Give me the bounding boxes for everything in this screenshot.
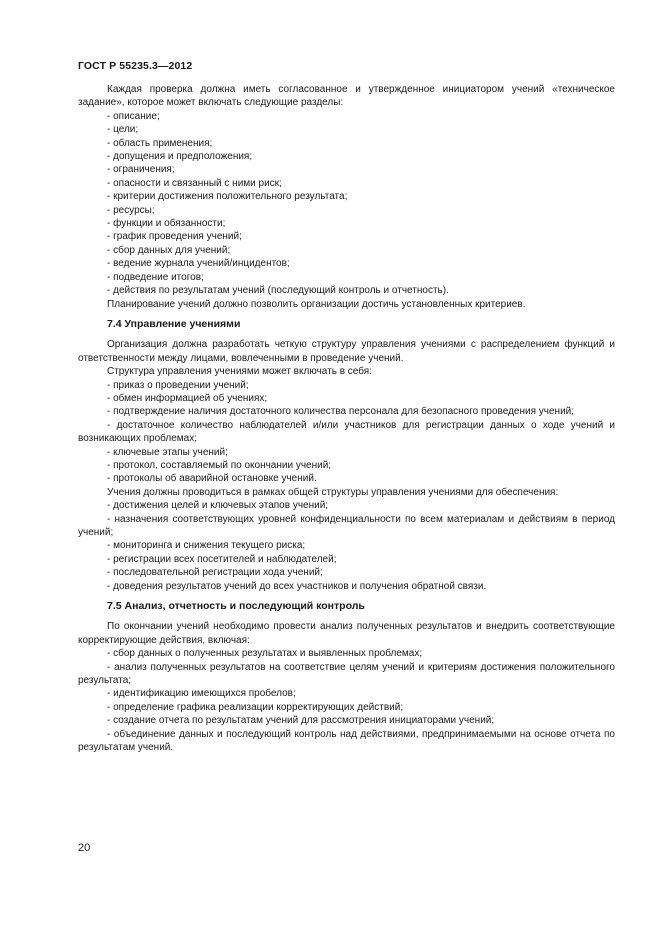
list-item: - достаточное количество наблюдателей и/или участников для регистрации данных о ходе учений и возникающих проблемах; bbox=[78, 419, 615, 445]
list-item: - допущения и предположения; bbox=[107, 151, 253, 163]
list-item: - график проведения учений; bbox=[107, 231, 242, 243]
page-number: 20 bbox=[78, 842, 91, 854]
list-item: - протоколы об аварийной остановке учений. bbox=[107, 473, 317, 485]
list-item: - ключевые этапы учений; bbox=[107, 446, 228, 458]
list-item: - цели; bbox=[107, 124, 139, 136]
list-item: - сбор данных для учений; bbox=[107, 244, 231, 256]
list-item: - определение графика реализации корректирующих действий; bbox=[107, 701, 404, 713]
list-item: - мониторинга и снижения текущего риска; bbox=[107, 540, 306, 552]
section75-list-a bbox=[78, 647, 615, 660]
list-item: - создание отчета по результатам учений для рассмотрения инициаторами учений; bbox=[107, 715, 495, 727]
intro-list bbox=[78, 110, 615, 298]
document-header: ГОСТ Р 55235.3—2012 bbox=[78, 60, 193, 72]
section-heading-7-4: 7.4 Управление учениями bbox=[107, 317, 241, 330]
section74-paragraph-3: Учения должны проводиться в рамках общей структуры управления учениями для обеспечения: bbox=[107, 486, 559, 498]
list-item: - доведения результатов учений до всех участников и получения обратной связи. bbox=[107, 580, 487, 592]
section74-list-d bbox=[78, 539, 615, 593]
list-item: - действия по результатам учений (последующий контроль и отчетность). bbox=[107, 285, 449, 297]
list-item: - протокол, составляемый по окончании учений; bbox=[107, 459, 332, 471]
list-item: - анализ полученных результатов на соответствие целям учений и критериям достижения положительного результата; bbox=[78, 661, 615, 687]
list-item: - последовательной регистрации хода учений; bbox=[107, 567, 323, 579]
section74-list-a bbox=[78, 379, 615, 419]
list-item: - критерии достижения положительного результата; bbox=[107, 191, 348, 203]
list-item: - ресурсы; bbox=[107, 204, 155, 216]
list-item: - сбор данных о полученных результатах и выявленных проблемах; bbox=[107, 648, 423, 660]
list-item: - приказ о проведении учений; bbox=[107, 379, 249, 391]
list-item: - ведение журнала учений/инцидентов; bbox=[107, 258, 290, 270]
list-item: - назначения соответствующих уровней конфиденциальности по всем материалам и действиям в период учений; bbox=[78, 513, 615, 538]
section75-paragraph-1: По окончании учений необходимо провести анализ полученных результатов и внедрить соответствующие корректирующие действия, включая: bbox=[78, 621, 615, 646]
list-item: - подведение итогов; bbox=[107, 271, 204, 283]
intro-paragraph: Каждая проверка должна иметь согласованное и утвержденное инициатором учений «техническое задание», которое может включать следующие разделы: bbox=[78, 84, 615, 109]
list-item: - функции и обязанности; bbox=[107, 218, 226, 230]
list-item: - обмен информацией об учениях; bbox=[107, 392, 268, 404]
intro-closing: Планирование учений должно позволить организации достичь установленных критериев. bbox=[107, 298, 526, 310]
list-item: - ограничения; bbox=[107, 164, 175, 176]
section-heading-7-5: 7.5 Анализ, отчетность и последующий контроль bbox=[107, 600, 365, 613]
list-item: - подтверждение наличия достаточного количества персонала для безопасного проведения учений; bbox=[107, 406, 575, 418]
list-item: - достижения целей и ключевых этапов учений; bbox=[107, 500, 329, 512]
list-item: - регистрации всех посетителей и наблюдателей; bbox=[107, 553, 337, 565]
list-item: - область применения; bbox=[107, 137, 213, 149]
list-item: - опасности и связанный с ними риск; bbox=[107, 177, 282, 189]
document-body bbox=[78, 83, 615, 755]
list-item: - описание; bbox=[107, 110, 160, 122]
section74-list-c bbox=[78, 499, 615, 512]
list-item: - идентификацию имеющихся пробелов; bbox=[107, 688, 296, 700]
section74-list-b bbox=[78, 446, 615, 486]
section75-list-b bbox=[78, 687, 615, 727]
list-item: - объединение данных и последующий контроль над действиями, предпринимаемыми на основе отчета по результатам учений. bbox=[78, 728, 615, 754]
section74-paragraph-1: Организация должна разработать четкую структуру управления учениями с распределением функций и ответственности между лицами, вовлеченными в проведение учений. bbox=[78, 339, 615, 364]
section74-paragraph-2: Структура управления учениями может включать в себя: bbox=[107, 366, 372, 378]
